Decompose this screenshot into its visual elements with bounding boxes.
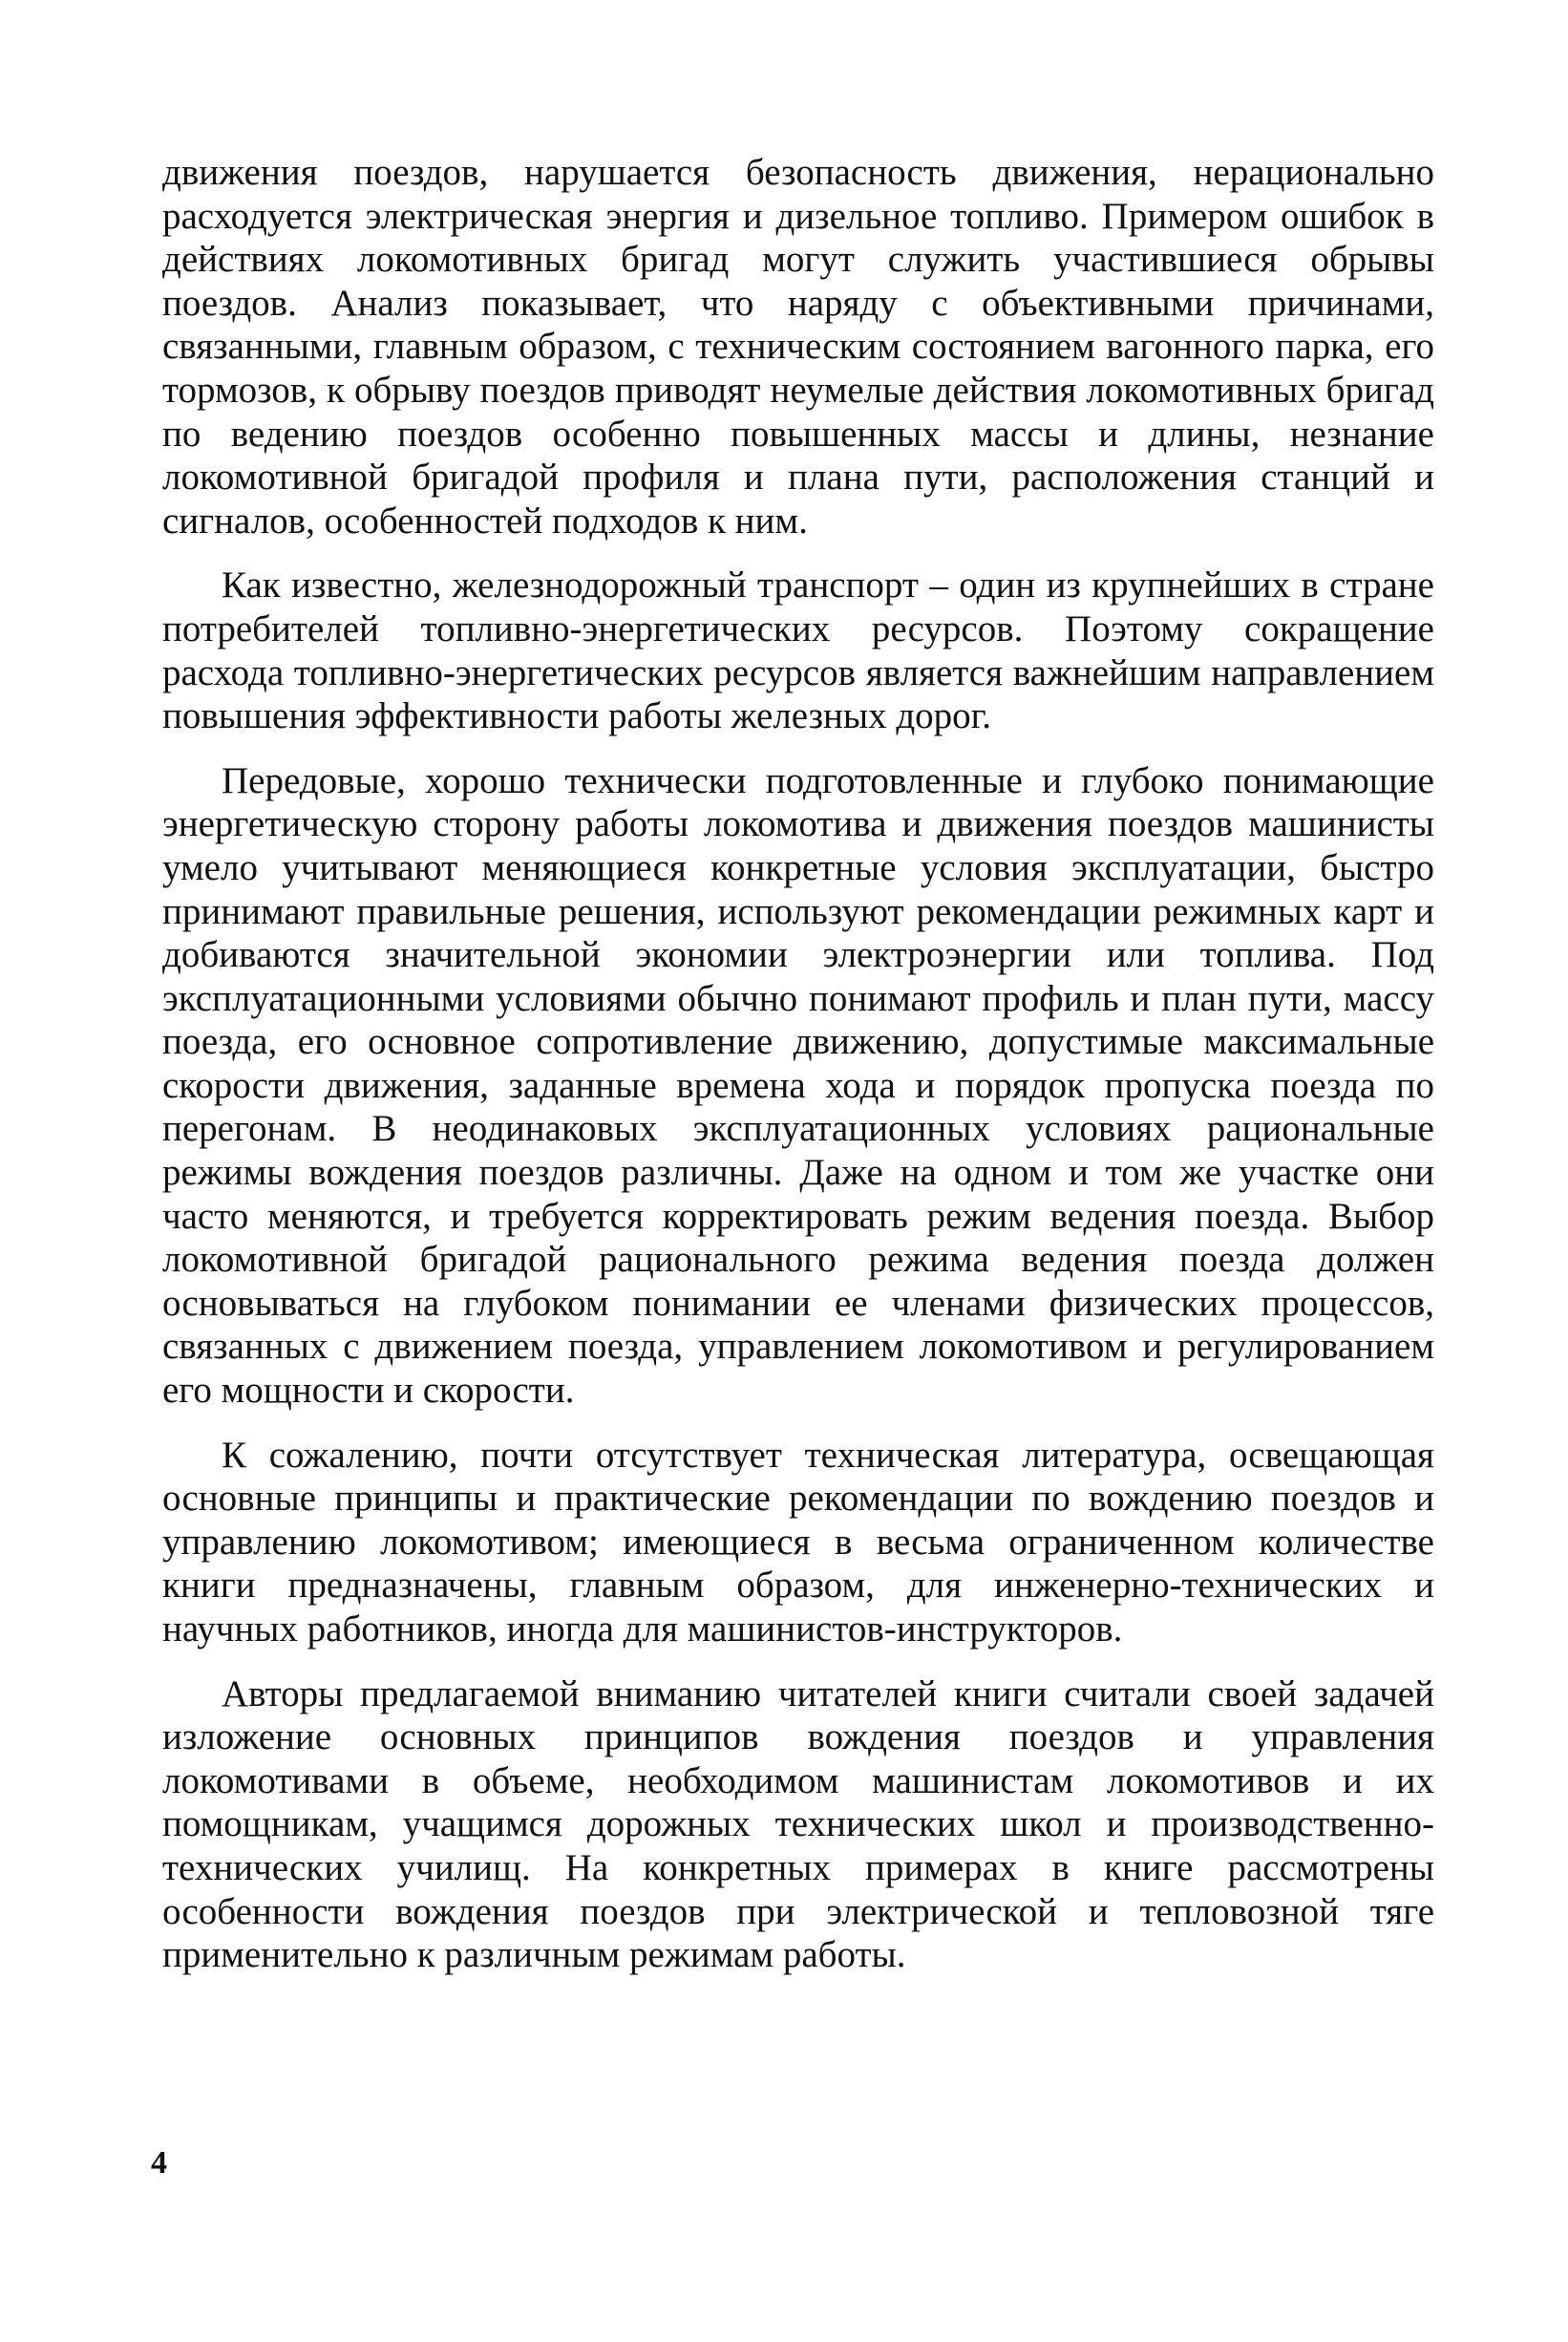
paragraph-3: Передовые, хорошо технически подготовленные и глубоко понимающие энергетическую сторону работы локомотива и движения поездов машинисты умело учитывают меняющиеся конкретные условия эксплуатации, быстро принимают правильные решения, используют рекомендации режимных карт и добиваются значительной экономии электроэнергии или топлива. Под эксплуатационными условиями обычно понимают профиль и план пути, массу поезда, его основное сопротивление движению, допустимые максимальные скорости движения, заданные времена хода и порядок пропуска поезда по перегонам. В неодинаковых эксплуатационных условиях рациональные режимы вождения поездов различны. Даже на одном и том же участке они часто меняются, и требуется корректировать режим ведения поезда. Выбор локомотивной бригадой рационального режима ведения поезда должен основываться на глубоком понимании ее членами физических процессов, связанных с движением поезда, управлением локомотивом и регулированием его мощности и скорости. [162,759,1434,1412]
page-number: 4 [151,2145,167,2181]
paragraph-4: К сожалению, почти отсутствует техническая литература, освещающая основные принципы и практические рекомендации по вождению поездов и управлению локомотивом; имеющиеся в весьма ограниченном количестве книги предназначены, главным образом, для инженерно-технических и научных работников, иногда для машинистов-инструкторов. [162,1434,1434,1650]
paragraph-2: Как известно, железнодорожный транспорт – один из крупнейших в стране потребителей топливно-энергетических ресурсов. Поэтому сокращение расхода топливно-энергетических ресурсов является важнейшим направлением повышения эффективности работы железных дорог. [162,564,1434,737]
paragraph-1: движения поездов, нарушается безопасность движения, нерационально расходуется электрическая энергия и дизельное топливо. Примером ошибок в действиях локомотивных бригад могут служить участившиеся обрывы поездов. Анализ показывает, что наряду с объективными причинами, связанными, главным образом, с техническим состоянием вагонного парка, его тормозов, к обрыву поездов приводят неумелые действия локомотивных бригад по ведению поездов особенно повышенных массы и длины, незнание локомотивной бригадой профиля и плана пути, расположения станций и сигналов, особенностей подходов к ним. [162,152,1434,542]
body-text [162,151,1434,1977]
paragraph-5: Авторы предлагаемой вниманию читателей книги считали своей задачей изложение основных принципов вождения поездов и управления локомотивами в объеме, необходимом машинистам локомотивов и их помощникам, учащимся дорожных технических школ и производственно-технических училищ. На конкретных примерах в книге рассмотрены особенности вождения поездов при электрической и тепловозной тяге применительно к различным режимам работы. [162,1672,1434,1976]
